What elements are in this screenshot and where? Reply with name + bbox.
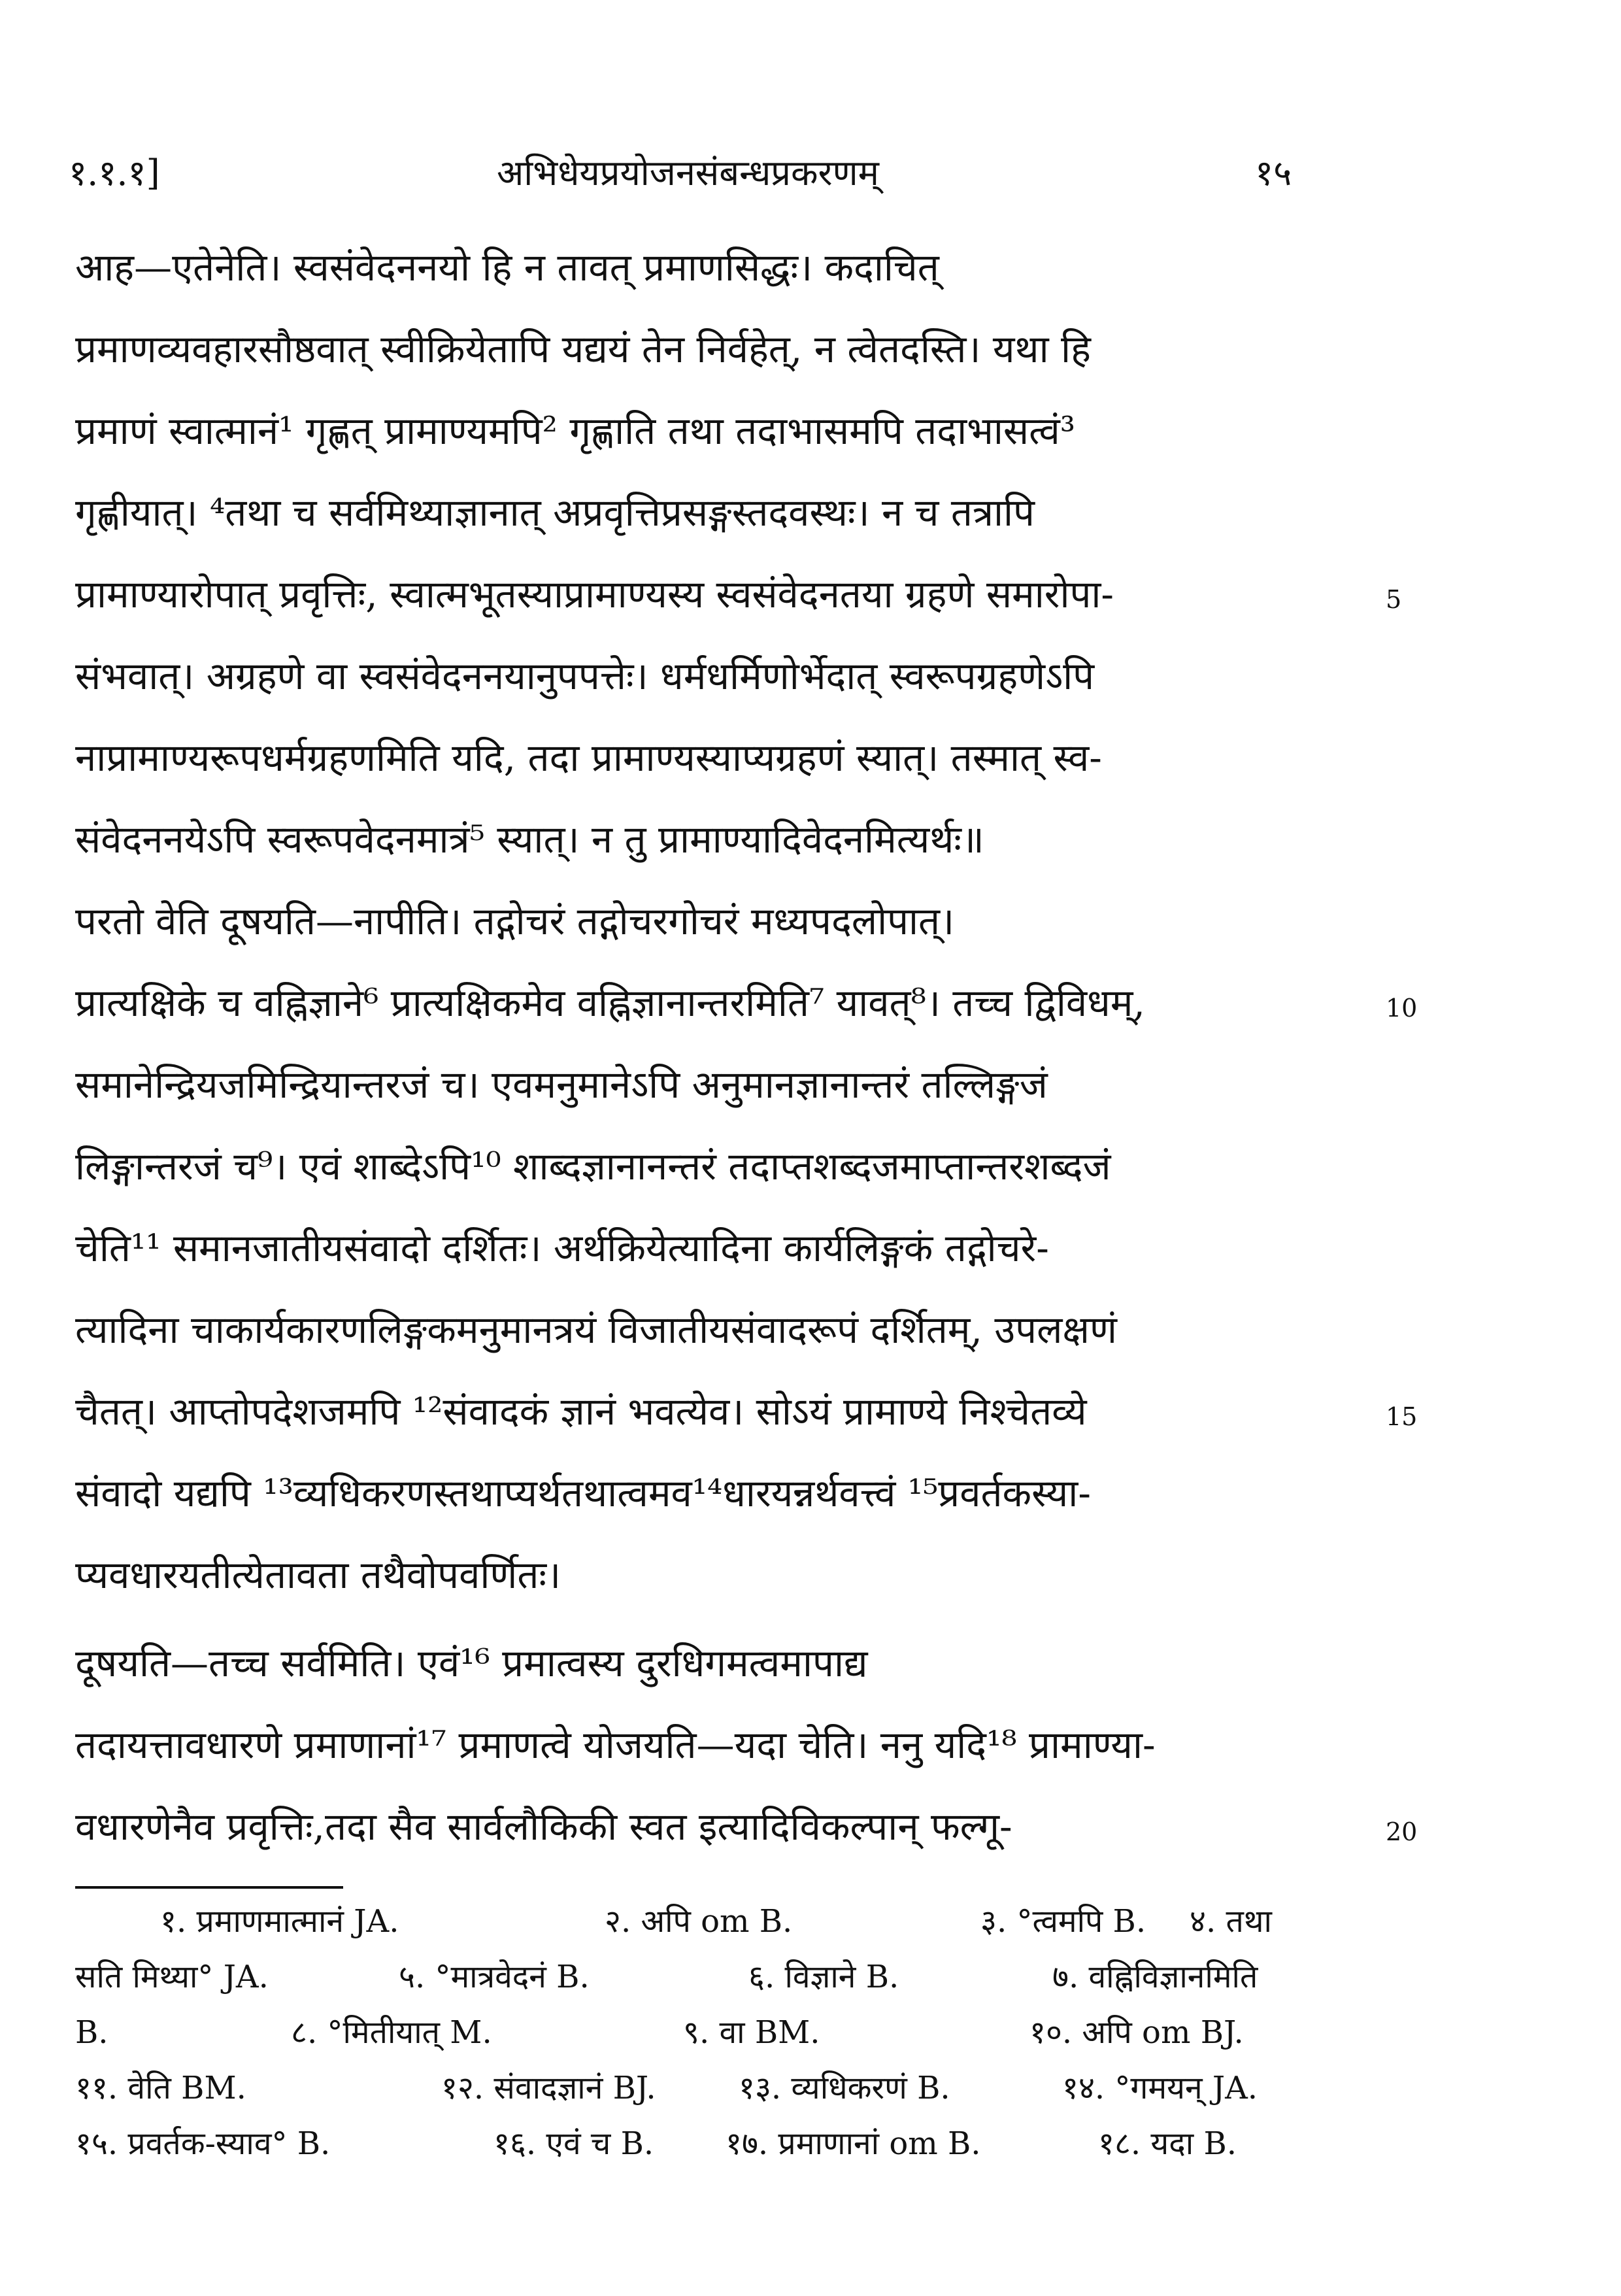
footnote: १. प्रमाणमात्मानं JA. [160,1903,399,1940]
text-line: त्यादिना चाकार्यकारणलिङ्गकमनुमानत्रयं विजातीयसंवादरूपं दर्शितम्, उपलक्षणं [75,1308,1117,1352]
line-number: 15 [1386,1402,1418,1431]
footnote: ८. °मितीयात् M. [291,2014,492,2051]
text-line: प्रमाणं स्वात्मानं¹ गृह्णत् प्रामाण्यमपि² गृह्णाति तथा तदाभासमपि तदाभासत्वं³ [75,409,1075,453]
text-line: तदायत्तावधारणे प्रमाणानां¹⁷ प्रमाणत्वे योजयति—यदा चेति। ननु यदि¹⁸ प्रामाण्या- [75,1723,1156,1767]
footnote: १०. अपि om BJ. [1029,2014,1244,2051]
footnote: १६. एवं च B. [493,2125,654,2162]
footnote: १२. संवादज्ञानं BJ. [441,2070,656,2106]
footnote: ६. विज्ञाने B. [748,1959,899,1995]
footnote: ३. °त्वमपि B. [980,1903,1146,1940]
footnote: ७. वह्निविज्ञानमिति [1052,1959,1258,1995]
footnote: १३. व्यधिकरणं B. [739,2070,950,2106]
text-line: प्रामाण्यारोपात् प्रवृत्तिः, स्वात्मभूतस्याप्रामाण्यस्य स्वसंवेदनतया ग्रहणे समारोपा- [75,572,1114,616]
text-line: दूषयति—तच्च सर्वमिति। एवं¹⁶ प्रमात्वस्य दुरधिगमत्वमापाद्य [75,1641,868,1685]
footnote: १८. यदा B. [1098,2125,1237,2162]
text-line: नाप्रामाण्यरूपधर्मग्रहणमिति यदि, तदा प्रामाण्यस्याप्यग्रहणं स्यात्। तस्मात् स्व- [75,735,1102,780]
footnote-rule [75,1886,343,1889]
footnote: १७. प्रमाणानां om B. [726,2125,981,2162]
text-line: प्रात्यक्षिके च वह्निज्ञाने⁶ प्रात्यक्षिकमेव वह्निज्ञानान्तरमिति⁷ यावत्⁸। तच्च द्विविधम्, [75,981,1145,1025]
text-line: चेति¹¹ समानजातीयसंवादो दर्शितः। अर्थक्रियेत्यादिना कार्यलिङ्गकं तद्गोचरे- [75,1226,1049,1270]
footnote: ९. वा BM. [683,2014,820,2051]
text-line: चैतत्। आप्तोपदेशजमपि ¹²संवादकं ज्ञानं भवत्येव। सोऽयं प्रामाण्ये निश्चेतव्ये [75,1389,1087,1434]
line-number: 5 [1386,585,1402,614]
text-line: आह—एतेनेति। स्वसंवेदननयो हि न तावत् प्रमाणसिद्धः। कदाचित् [75,245,939,290]
footnote: ११. वेति BM. [75,2070,246,2106]
text-line: गृह्णीयात्। ⁴तथा च सर्वमिथ्याज्ञानात् अप्रवृत्तिप्रसङ्गस्तदवस्थः। न च तत्रापि [75,490,1035,535]
footnote: १५. प्रवर्तक-स्याव° B. [75,2125,331,2162]
text-line: परतो वेति दूषयति—नापीति। तद्गोचरं तद्गोचरगोचरं मध्यपदलोपात्। [75,899,955,943]
text-line: लिङ्गान्तरजं च⁹। एवं शाब्देऽपि¹⁰ शाब्दज्ञानानन्तरं तदाप्तशब्दजमाप्तान्तरशब्दजं [75,1144,1111,1189]
text-line: प्यवधारयतीत्येतावता तथैवोपवर्णितः। [75,1553,561,1597]
text-line: वधारणेनैव प्रवृत्तिः,तदा सैव सार्वलौकिकी स्वत इत्यादिविकल्पान् फल्गू- [75,1804,1012,1849]
footnote: B. [75,2014,109,2051]
footnote: १४. °गमयन् JA. [1062,2070,1258,2106]
section-number: १.१.१] [69,152,160,194]
line-number: 20 [1386,1817,1418,1846]
footnote: सति मिथ्या° JA. [75,1959,269,1995]
text-line: संवेदननयेऽपि स्वरूपवेदनमात्रं⁵ स्यात्। न तु प्रामाण्यादिवेदनमित्यर्थः॥ [75,817,984,862]
footnote: ४. तथा [1190,1903,1272,1940]
footnote: २. अपि om B. [605,1903,793,1940]
page-number: १५ [1255,152,1292,194]
text-line: समानेन्द्रियजमिन्द्रियान्तरजं च। एवमनुमानेऽपि अनुमानज्ञानान्तरं तल्लिङ्गजं [75,1062,1048,1107]
line-number: 10 [1386,994,1418,1022]
text-line: संभवात्। अग्रहणे वा स्वसंवेदननयानुपपत्तेः। धर्मधर्मिणोर्भेदात् स्वरूपग्रहणेऽपि [75,654,1095,698]
footnote: ५. °मात्रवेदनं B. [399,1959,590,1995]
text-line: संवादो यद्यपि ¹³व्यधिकरणस्तथाप्यर्थतथात्वमव¹⁴धारयन्नर्थवत्त्वं ¹⁵प्रवर्तकस्या- [75,1471,1091,1515]
running-title: अभिधेयप्रयोजनसंबन्धप्रकरणम् [497,152,879,194]
text-line: प्रमाणव्यवहारसौष्ठवात् स्वीक्रियेतापि यद्ययं तेन निर्वहेत्, न त्वेतदस्ति। यथा हि [75,327,1091,371]
